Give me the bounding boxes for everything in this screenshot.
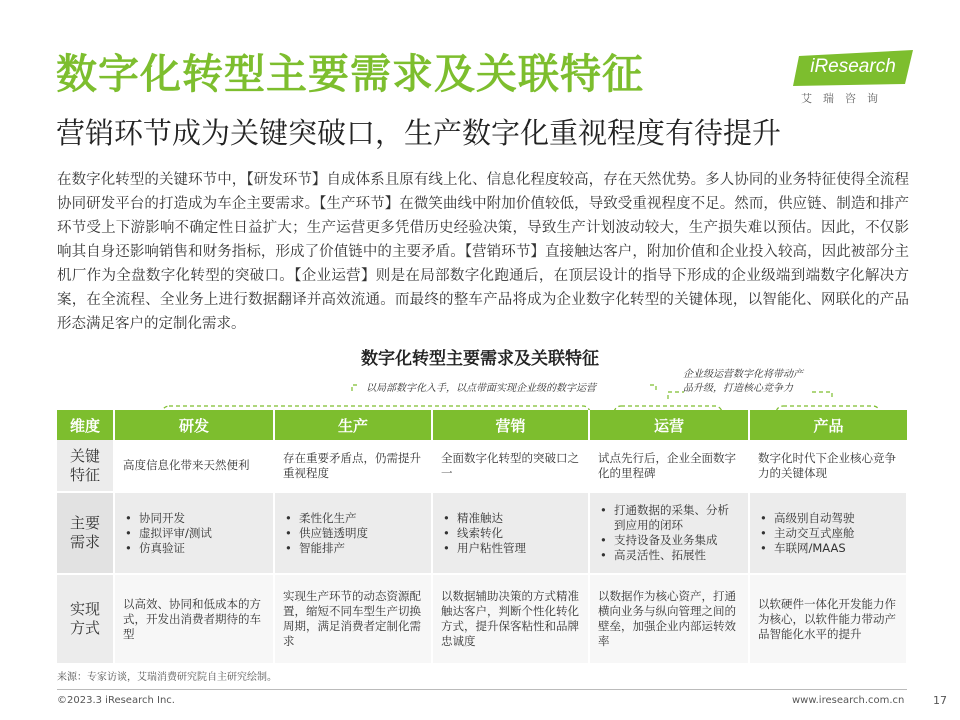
table-row-implementation (57, 574, 907, 664)
header-product: 产品 (749, 410, 907, 440)
list-item: • 柔性化生产 (283, 511, 423, 526)
annotation-right (683, 368, 803, 396)
table-header-row (57, 410, 907, 440)
source-note: 来源：专家访谈，艾瑞消费研究院自主研究绘制。 (57, 672, 277, 683)
table-cell: 以数据作为核心资产，打通横向业务与纵向管理之间的壁垒，加强企业内部运转效率 (589, 574, 749, 664)
requirements-table (57, 410, 908, 665)
list-item: • 精准触达 (441, 511, 580, 526)
table-cell (274, 492, 432, 574)
table-cell (749, 492, 907, 574)
table-cell (589, 492, 749, 574)
header-operations: 运营 (589, 410, 749, 440)
list-item: • 供应链透明度 (283, 526, 423, 541)
logo-cn-text: 艾瑞咨询 (801, 92, 889, 105)
row-label-text: 主要 需求 (69, 514, 100, 551)
annotation-right-line1: 企业级运营数字化将带动产 (683, 369, 803, 380)
list-item: • 智能排产 (283, 541, 423, 556)
list-item: • 协同开发 (123, 511, 265, 526)
table-cell: 以高效、协同和低成本的方式，开发出消费者期待的车型 (114, 574, 274, 664)
list-item: • 仿真验证 (123, 541, 265, 556)
header-marketing: 营销 (432, 410, 589, 440)
page-subtitle: 营销环节成为关键突破口，生产数字化重视程度有待提升 (56, 116, 782, 150)
table-cell: 实现生产环节的动态资源配置，缩短不同车型生产切换周期，满足消费者定制化需求 (274, 574, 432, 664)
table-cell: 数字化时代下企业核心竞争力的关键体现 (749, 440, 907, 492)
row-label-implementation (57, 574, 114, 664)
table-cell: 高度信息化带来天然便利 (114, 440, 274, 492)
list-item: • 线索转化 (441, 526, 580, 541)
list-item: • 车联网/MAAS (758, 541, 898, 556)
table-cell (114, 492, 274, 574)
footer-divider (57, 689, 907, 690)
chart-title: 数字化转型主要需求及关联特征 (361, 349, 599, 369)
list-item: • 支持设备及业务集成 (598, 533, 740, 548)
table-cell: 以数据辅助决策的方式精准触达客户，判断个性化转化方式，提升保客粘性和品牌忠诚度 (432, 574, 589, 664)
page-title: 数字化转型主要需求及关联特征 (56, 50, 644, 98)
row-label-text: 关键 特征 (69, 446, 100, 484)
intro-paragraph: 在数字化转型的关键环节中，【研发环节】自成体系且原有线上化、信息化程度较高，存在天然优势。多人协同的业务特征使得全流程协同研发平台的打造成为车企主要需求。【生产环节】在微笑曲线中附加价值较低，导致受重视程度不足。然而，供应链、制造和排产环节受上下游影响不确定性日益扩大；生产运营更多凭借历史经验决策，导致生产计划波动较大，生产损失难以预估。因此，不仅影响其自身还影响销售和财务指标，形成了价值链中的主要矛盾。【营销环节】直接触达客户，附加价值和企业投入较高，因此被部分主机厂作为全盘数字化转型的突破口。【企业运营】则是在局部数字化跑通后，在顶层设计的指导下形成的企业级端到端数字化解决方案，在全流程、全业务上进行数据翻译并高效流通。而最终的整车产品将成为企业数字化转型的关键体现，以智能化、网联化的产品形态满足客户的定制化需求。 (57, 172, 909, 332)
copyright-text: ©2023.3 iResearch Inc. (57, 695, 175, 706)
header-rnd: 研发 (114, 410, 274, 440)
list-item: • 用户粘性管理 (441, 541, 580, 556)
table-cell (432, 492, 589, 574)
table-cell: 存在重要矛盾点，仍需提升重视程度 (274, 440, 432, 492)
list-item: • 高灵活性、拓展性 (598, 548, 740, 563)
annotation-left: 以局部数字化入手，以点带面实现企业级的数字运营 (366, 383, 596, 394)
header-production: 生产 (274, 410, 432, 440)
header-dimension: 维度 (57, 410, 114, 440)
list-item: • 打通数据的采集、分析到应用的闭环 (598, 503, 740, 533)
table-cell: 全面数字化转型的突破口之一 (432, 440, 589, 492)
annotation-right-line2: 品升级，打造核心竞争力 (683, 383, 793, 394)
page-number: 17 (933, 694, 947, 707)
table-row-main-needs (57, 492, 907, 574)
row-label-main-needs (57, 492, 114, 574)
row-label-key-features (57, 440, 114, 492)
table-row-key-features (57, 440, 907, 492)
table-cell: 以软硬件一体化开发能力作为核心，以软件能力带动产品智能化水平的提升 (749, 574, 907, 664)
website-link[interactable]: www.iresearch.com.cn (792, 695, 905, 706)
row-label-text: 实现 方式 (69, 600, 100, 637)
list-item: • 主动交互式座舱 (758, 526, 898, 541)
table-cell: 试点先行后，企业全面数字化的里程碑 (589, 440, 749, 492)
list-item: • 高级别自动驾驶 (758, 511, 898, 526)
list-item: • 虚拟评审/测试 (123, 526, 265, 541)
logo-text: iResearch (810, 56, 896, 77)
